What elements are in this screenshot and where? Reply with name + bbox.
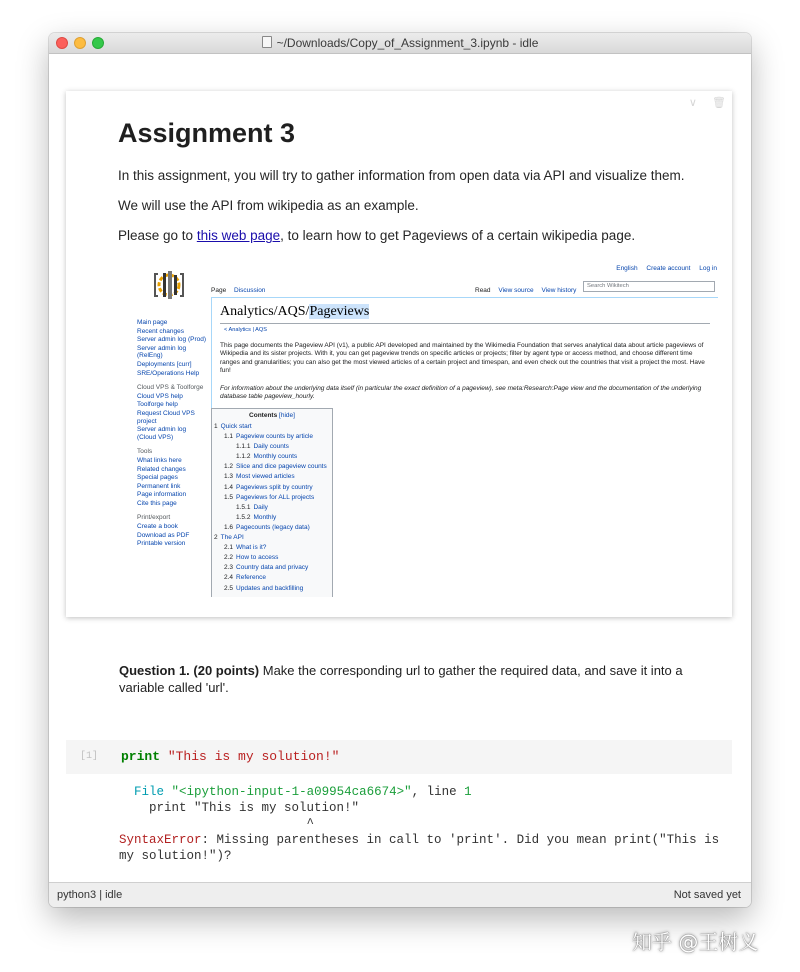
- code-string: "This is my solution!": [167, 749, 340, 764]
- cell-output: [119, 784, 719, 864]
- window-title-wrap: [49, 33, 751, 53]
- wiki-toc-list: [212, 422, 332, 594]
- wiki-toc-number: 1.6: [224, 523, 234, 531]
- code-keyword: print: [121, 749, 161, 764]
- kernel-status: python3 | idle: [57, 889, 123, 901]
- wiki-toc-number: 1: [214, 423, 218, 430]
- wiki-sidebar-link[interactable]: SRE/Operations Help: [137, 369, 200, 377]
- wiki-toc-item[interactable]: [212, 493, 332, 503]
- wiki-toc-item[interactable]: [212, 563, 332, 573]
- window-title: ~/Downloads/Copy_of_Assignment_3.ipynb - idle: [276, 36, 539, 50]
- cell-toolbar: [677, 96, 726, 109]
- api-paragraph: We will use the API from wikipedia as an example.: [118, 198, 419, 213]
- wiki-toc-label: Updates and backfilling: [236, 584, 304, 592]
- wiki-toc-label: How to access: [236, 554, 279, 562]
- wiki-toc-label: Daily counts: [253, 443, 289, 451]
- traceback-file-name: "<ipython-input-1-a09954ca6674>": [171, 785, 412, 799]
- wiki-breadcrumb[interactable]: < Analytics | AQS: [224, 327, 267, 333]
- wiki-table-of-contents: [211, 408, 333, 597]
- wiki-sidebar-heading: Print/export: [137, 514, 171, 522]
- wiki-sidebar-link[interactable]: Special pages: [137, 474, 178, 482]
- wiki-sidebar-link[interactable]: Server admin log (Cloud VPS): [137, 426, 187, 441]
- wiki-toc-item[interactable]: [212, 483, 332, 493]
- wiki-search-placeholder: Search Wikitech: [587, 283, 629, 289]
- intro-paragraph: In this assignment, you will try to gather information from open data via API and visualize them.: [118, 168, 685, 183]
- wiki-view-tabs: [475, 287, 582, 294]
- wiki-toc-number: 2.1: [224, 544, 234, 552]
- wiki-title-highlight: Pageviews: [309, 304, 370, 319]
- code-cell[interactable]: [66, 740, 732, 774]
- wiki-tab-view-history[interactable]: View history: [541, 287, 577, 294]
- assignment-heading: Assignment 3: [118, 118, 296, 148]
- wiki-toc-item[interactable]: [212, 432, 332, 442]
- wiki-toc-number: 2.4: [224, 574, 234, 582]
- wiki-toc-number: 1.3: [224, 473, 234, 481]
- wiki-title-divider: [220, 323, 710, 324]
- wiki-toc-number: 2.3: [224, 564, 234, 572]
- wiki-sidebar-link[interactable]: Cite this page: [137, 499, 177, 507]
- wiki-sidebar-link[interactable]: Deployments [curr]: [137, 360, 192, 368]
- wiki-sidebar-link[interactable]: Main page: [137, 319, 168, 326]
- wiki-sidebar-link[interactable]: Recent changes: [137, 327, 184, 335]
- wiki-sidebar-link[interactable]: Request Cloud VPS project: [137, 409, 195, 425]
- wiki-language-link[interactable]: English: [616, 265, 638, 272]
- error-name: SyntaxError: [119, 833, 202, 847]
- wiki-toc-label: Monthly counts: [253, 453, 298, 461]
- title-bar: [49, 33, 751, 54]
- question-body: Make the corresponding url to gather the required data, and save it into a variable called 'url'.: [119, 663, 683, 695]
- wiki-toc-number: 1.1: [224, 433, 234, 441]
- cell-prompt: [1]: [80, 751, 99, 762]
- wiki-toc-number: 2.2: [224, 554, 234, 562]
- notebook-content[interactable]: [49, 54, 751, 883]
- wiki-sidebar-link[interactable]: Server admin log (Prod): [137, 336, 206, 344]
- wiki-toc-number: 1.5.2: [236, 513, 251, 521]
- traceback-line-number: 1: [464, 785, 472, 799]
- document-icon: [262, 36, 272, 48]
- wiki-toc-number: 1.4: [224, 483, 234, 491]
- wiki-toc-label: Pageviews for ALL projects: [236, 493, 315, 501]
- wiki-sidebar-link[interactable]: Create a book: [137, 523, 178, 531]
- wiki-toc-number: 2: [214, 534, 218, 542]
- wiki-toc-label: Daily: [253, 503, 268, 511]
- wiki-create-account-link[interactable]: Create account: [646, 265, 691, 272]
- wiki-toc-label: Contents: [249, 412, 278, 419]
- wiki-toc-title: [212, 412, 332, 419]
- wiki-toc-item[interactable]: [212, 422, 332, 432]
- wiki-toc-label: The API: [220, 534, 244, 542]
- wiki-toc-label: Reference: [236, 574, 267, 582]
- wiki-info-paragraph: For information about the underlying data itself (in particular the exact definition of a pageview), see meta:Research:Page view and the documentation of the underlying database table pageview_hourly.: [220, 385, 702, 401]
- wiki-sidebar-link[interactable]: Permanent link: [137, 482, 181, 490]
- wiki-sidebar-heading: Tools: [137, 448, 153, 456]
- wiki-sidebar-link[interactable]: Download as PDF: [137, 531, 190, 539]
- wiki-toc-item[interactable]: [212, 472, 332, 482]
- link-paragraph-before: Please go to: [118, 228, 197, 243]
- wiki-toc-label: Slice and dice pageview counts: [236, 463, 327, 471]
- wiki-toc-label: Country data and privacy: [236, 564, 309, 572]
- wiki-toc-item[interactable]: [212, 503, 332, 513]
- wiki-sidebar-link[interactable]: Related changes: [137, 465, 186, 473]
- wiki-user-links: [609, 265, 717, 272]
- wiki-toc-item[interactable]: [212, 573, 332, 583]
- chevron-down-icon[interactable]: ∨: [688, 97, 697, 109]
- wiki-toc-label: Most viewed articles: [236, 473, 295, 481]
- wiki-sidebar-link[interactable]: Printable version: [137, 540, 186, 548]
- notebook-window: [49, 33, 751, 907]
- wiki-toc-item[interactable]: [212, 533, 332, 543]
- traceback-line-label: , line: [411, 785, 465, 799]
- wiki-sidebar-link[interactable]: Cloud VPS help: [137, 392, 183, 400]
- wiki-sidebar-link[interactable]: Server admin log (RelEng): [137, 344, 187, 360]
- wiki-namespace-tabs: [211, 287, 271, 294]
- trash-icon[interactable]: 🗑: [712, 97, 726, 109]
- wiki-toc-label: Quick start: [220, 423, 252, 430]
- wiki-sidebar-heading: Cloud VPS & Toolforge: [137, 384, 204, 392]
- wiki-tab-view-source[interactable]: View source: [498, 287, 534, 294]
- wikitech-logo-icon: [149, 269, 189, 301]
- status-bar: [49, 882, 751, 907]
- wiki-sidebar: [137, 319, 207, 549]
- wiki-toc-item[interactable]: [212, 513, 332, 523]
- link-paragraph: [118, 228, 635, 243]
- link-paragraph-after: , to learn how to get Pageviews of a certain wikipedia page.: [280, 228, 636, 243]
- wiki-search-input[interactable]: [583, 281, 715, 292]
- markdown-cell[interactable]: [66, 91, 732, 617]
- wiki-toc-label: Pageviews split by country: [236, 483, 313, 491]
- wiki-sidebar-link[interactable]: Toolforge help: [137, 401, 178, 409]
- wiki-toc-label: Monthly: [253, 513, 277, 521]
- traceback-file-label: [119, 785, 172, 799]
- web-page-link[interactable]: this web page: [196, 228, 281, 243]
- wiki-tab-read[interactable]: Read: [475, 287, 491, 294]
- wiki-tab-page[interactable]: Page: [211, 287, 227, 294]
- traceback-caret: ^: [119, 817, 315, 831]
- save-status: Not saved yet: [673, 889, 741, 901]
- error-message: : Missing parentheses in call to 'print'. Did you mean print("This is my solution!")?: [119, 833, 720, 863]
- wiki-tab-discussion[interactable]: Discussion: [234, 287, 266, 294]
- wiki-sidebar-link[interactable]: Page information: [137, 491, 187, 499]
- wiki-login-link[interactable]: Log in: [699, 265, 717, 272]
- wiki-toc-label: Pagecounts (legacy data): [236, 523, 310, 531]
- question-text: [119, 662, 719, 696]
- wiki-toc-number: 1.2: [224, 463, 234, 471]
- wiki-toc-item[interactable]: [212, 584, 332, 594]
- wiki-sidebar-link[interactable]: What links here: [137, 456, 182, 464]
- wiki-toc-hide-link[interactable]: [hide]: [279, 412, 295, 419]
- traceback-code-line: print "This is my solution!": [119, 801, 360, 815]
- question-label: Question 1. (20 points): [119, 663, 260, 678]
- wiki-page-title: [220, 304, 369, 320]
- code-editor[interactable]: [121, 749, 339, 764]
- watermark: 知乎 @王树义: [632, 930, 759, 954]
- wiki-article-body: [211, 297, 718, 597]
- wiki-toc-item[interactable]: [212, 442, 332, 452]
- wiki-toc-item[interactable]: [212, 543, 332, 553]
- wiki-toc-number: 1.5: [224, 493, 234, 501]
- wiki-toc-number: 1.5.1: [236, 503, 251, 511]
- file-label-text: File: [134, 785, 165, 799]
- wiki-toc-label: Pageview counts by article: [236, 433, 314, 441]
- wikitech-screenshot: [125, 261, 721, 597]
- wiki-toc-number: 1.1.1: [236, 443, 251, 451]
- wiki-toc-item[interactable]: [212, 553, 332, 563]
- wiki-toc-item[interactable]: [212, 462, 332, 472]
- wiki-intro-paragraph: This page documents the Pageview API (v1), a public API developed and maintained by the Wikimedia Foundation that serves analytical data about article pageviews of Wikipedia and its sister projects. With it, you can get pageview trends on specific articles or projects; filter by agent type or access method, and choose different time ranges and granularities; you can also get the most viewed articles of a certain project and timespan, and even check out the countries that visit a project the most. Have fun!: [220, 342, 705, 375]
- wiki-toc-number: 2.5: [224, 584, 234, 592]
- wiki-toc-label: What is it?: [236, 544, 267, 552]
- wiki-title-prefix: Analytics/AQS/: [220, 304, 310, 319]
- wiki-toc-item[interactable]: [212, 523, 332, 533]
- wiki-toc-number: 1.1.2: [236, 453, 251, 461]
- wiki-toc-item[interactable]: [212, 452, 332, 462]
